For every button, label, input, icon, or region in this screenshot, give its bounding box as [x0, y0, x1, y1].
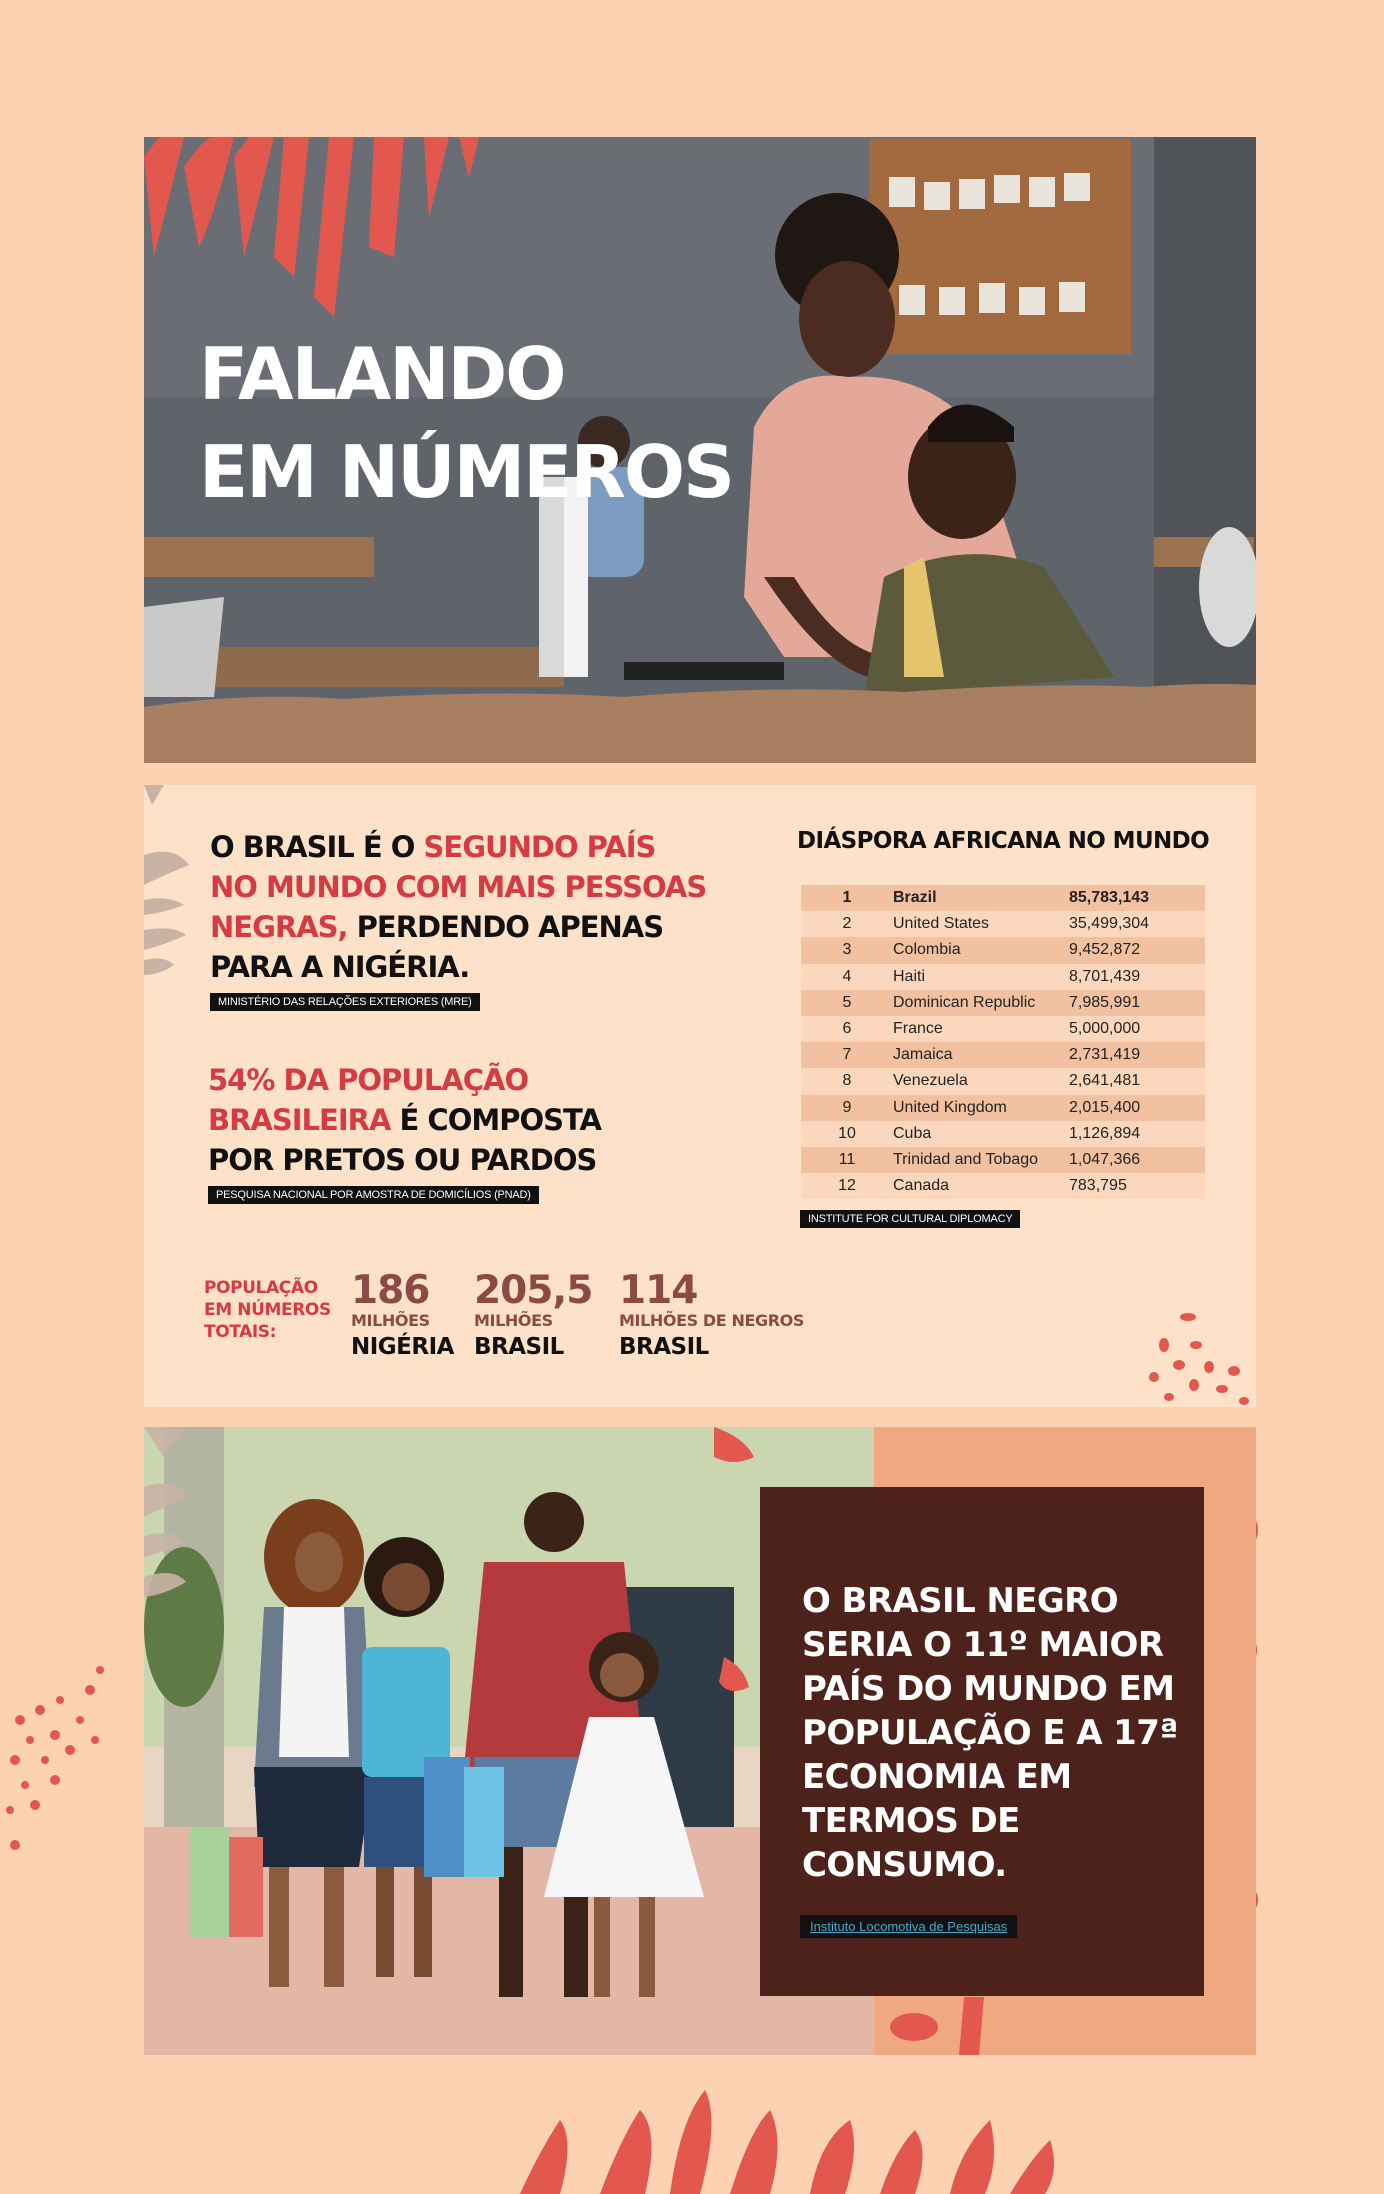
rank-cell: 6 — [842, 1020, 852, 1038]
value-cell: 2,641,481 — [1069, 1072, 1141, 1090]
source-tag-mre: MINISTÉRIO DAS RELAÇÕES EXTERIORES (MRE) — [210, 993, 480, 1011]
totals-label: POPULAÇÃO EM NÚMEROS TOTAIS: — [204, 1278, 331, 1342]
country-cell: Cuba — [893, 1124, 932, 1142]
headline1-part2: PERDENDO APENAS PARA A NIGÉRIA. — [210, 910, 664, 984]
total-unit: MILHÕES — [351, 1311, 430, 1330]
total-value: 186 — [351, 1268, 430, 1313]
value-cell: 1,047,366 — [1069, 1150, 1141, 1168]
country-cell: Venezuela — [893, 1072, 968, 1090]
rank-cell: 12 — [838, 1177, 856, 1195]
country-cell: United Kingdom — [893, 1098, 1007, 1116]
headline-population-percent — [208, 1060, 638, 1204]
value-cell: 9,452,872 — [1069, 941, 1141, 959]
rank-cell: 3 — [842, 941, 852, 959]
hero-title: FALANDO EM NÚMEROS — [199, 332, 733, 514]
table-row — [801, 1068, 1205, 1094]
table-row — [801, 911, 1205, 937]
rank-cell: 4 — [842, 967, 852, 985]
decorative-red-blobs — [884, 1997, 1004, 2055]
quote-text: O BRASIL NEGRO SERIA O 11º MAIOR PAÍS DO MUNDO EM POPULAÇÃO E A 17ª ECONOMIA EM TERMOS DE CONSUMO. — [802, 1581, 1178, 1885]
value-cell: 8,701,439 — [1069, 967, 1141, 985]
headline2-part2: É COMPOSTA POR PRETOS OU PARDOS — [208, 1103, 601, 1177]
rank-cell: 10 — [838, 1124, 856, 1142]
country-cell: Haiti — [893, 967, 926, 985]
value-cell: 7,985,991 — [1069, 993, 1141, 1011]
decorative-gray-strokes — [144, 785, 194, 985]
table-row — [801, 1173, 1205, 1199]
table-row — [801, 1016, 1205, 1042]
country-cell: Colombia — [893, 941, 961, 959]
rank-cell: 5 — [842, 993, 852, 1011]
total-unit: MILHÕES DE NEGROS — [619, 1311, 804, 1330]
rank-cell: 11 — [838, 1150, 856, 1168]
rank-cell: 8 — [842, 1072, 852, 1090]
country-cell: United States — [893, 915, 990, 933]
rank-cell: 2 — [842, 915, 852, 933]
value-cell: 2,731,419 — [1069, 1046, 1141, 1064]
country-cell: France — [893, 1020, 943, 1038]
total-negros-brasil — [619, 1268, 804, 1363]
value-cell: 783,795 — [1069, 1177, 1127, 1195]
country-cell: Canada — [893, 1177, 950, 1195]
country-cell: Dominican Republic — [893, 993, 1036, 1011]
source-link-locomotiva[interactable]: Instituto Locomotiva de Pesquisas — [800, 1915, 1017, 1938]
value-cell: 5,000,000 — [1069, 1020, 1141, 1038]
value-cell: 85,783,143 — [1069, 889, 1150, 907]
value-cell: 1,126,894 — [1069, 1124, 1141, 1142]
total-place: NIGÉRIA — [351, 1334, 454, 1360]
headline1-highlight: SEGUNDO PAÍS NO MUNDO COM MAIS PESSOAS NEGRAS, — [210, 830, 707, 944]
table-row — [801, 964, 1205, 990]
table-row — [801, 1147, 1205, 1173]
table-row — [801, 885, 1205, 911]
total-place: BRASIL — [619, 1334, 709, 1360]
table-title: DIÁSPORA AFRICANA NO MUNDO — [797, 828, 1210, 854]
rank-cell: 9 — [842, 1098, 852, 1116]
total-value: 205,5 — [474, 1268, 593, 1313]
source-tag-pnad: PESQUISA NACIONAL POR AMOSTRA DE DOMICÍLIOS (PNAD) — [208, 1186, 539, 1204]
decorative-red-dots — [1124, 1305, 1256, 1407]
source-tag-icd: INSTITUTE FOR CULTURAL DIPLOMACY — [800, 1210, 1020, 1228]
total-place: BRASIL — [474, 1334, 564, 1360]
family-section — [144, 1427, 1256, 2055]
rank-cell: 1 — [842, 889, 852, 907]
total-unit: MILHÕES — [474, 1311, 553, 1330]
diaspora-table — [801, 885, 1205, 1199]
country-cell: Trinidad and Tobago — [893, 1150, 1038, 1168]
value-cell: 2,015,400 — [1069, 1098, 1141, 1116]
table-row — [801, 937, 1205, 963]
hero-banner — [144, 137, 1256, 763]
country-cell: Jamaica — [893, 1046, 953, 1064]
table-row — [801, 990, 1205, 1016]
headline2-highlight: 54% DA POPULAÇÃO BRASILEIRA — [208, 1063, 529, 1137]
table-row — [801, 1095, 1205, 1121]
total-brasil — [474, 1268, 593, 1363]
quote-box — [760, 1487, 1204, 1996]
country-cell: Brazil — [893, 889, 937, 907]
table-row — [801, 1121, 1205, 1147]
headline-second-country — [210, 827, 710, 1011]
value-cell: 35,499,304 — [1069, 915, 1150, 933]
total-value: 114 — [619, 1268, 698, 1313]
rank-cell: 7 — [842, 1046, 852, 1064]
table-row — [801, 1042, 1205, 1068]
headline1-part1: O BRASIL É O — [210, 830, 424, 864]
stats-panel — [144, 785, 1256, 1407]
total-nigeria — [351, 1268, 454, 1363]
